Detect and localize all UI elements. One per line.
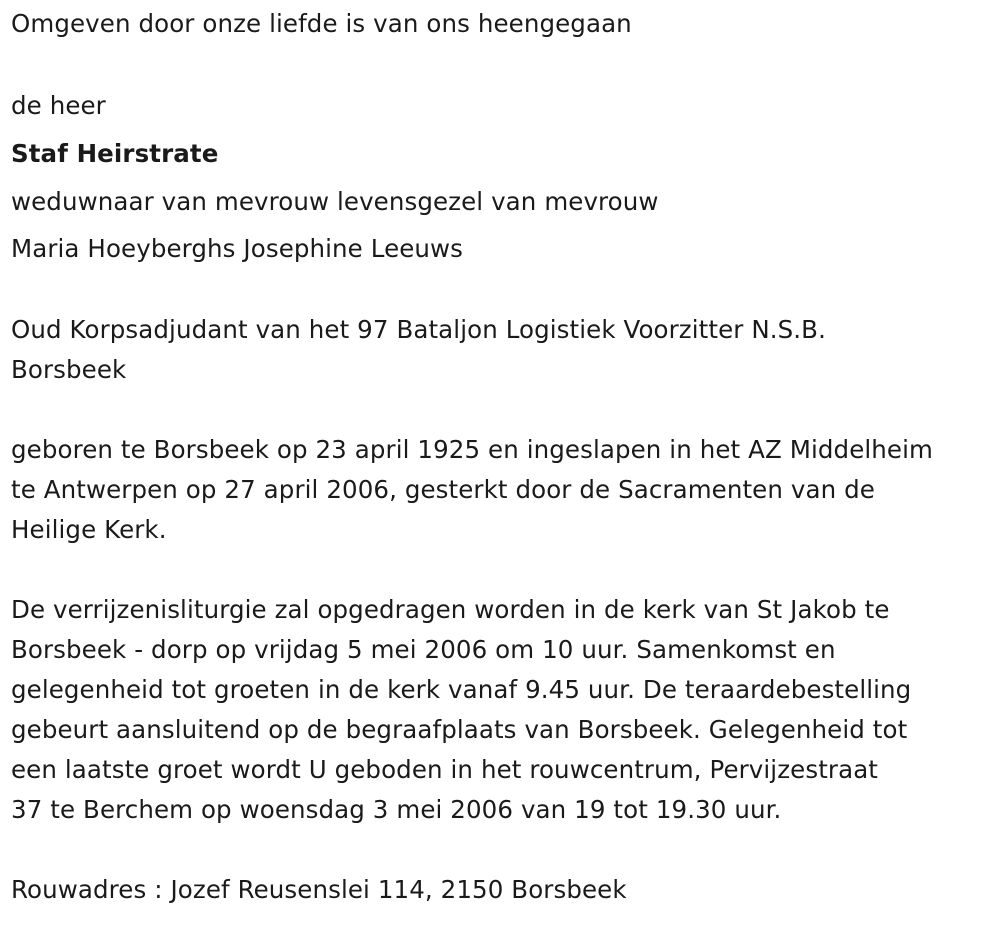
paragraph-line: Borsbeek — [11, 355, 127, 384]
relations-line: weduwnaar van mevrouw levensgezel van mevrouw — [11, 187, 659, 216]
deceased-name: Staf Heirstrate — [11, 139, 219, 168]
paragraph-line: Oud Korpsadjudant van het 97 Bataljon Logistiek Voorzitter N.S.B. — [11, 315, 826, 344]
intro-text: Omgeven door onze liefde is van ons heengegaan — [11, 9, 632, 38]
paragraph-line: gelegenheid tot groeten in de kerk vanaf 9.45 uur. De teraardebestelling — [11, 675, 912, 704]
mourning-address: Rouwadres : Jozef Reusenslei 114, 2150 Borsbeek — [11, 875, 627, 904]
salutation: de heer — [11, 91, 106, 120]
paragraph-line: een laatste groet wordt U geboden in het rouwcentrum, Pervijzestraat — [11, 755, 879, 784]
paragraph-line: te Antwerpen op 27 april 2006, gesterkt door de Sacramenten van de — [11, 475, 875, 504]
paragraph-line: geboren te Borsbeek op 23 april 1925 en ingeslapen in het AZ Middelheim — [11, 435, 933, 464]
paragraph-line: Borsbeek - dorp op vrijdag 5 mei 2006 om 10 uur. Samenkomst en — [11, 635, 836, 664]
partners-line: Maria Hoeyberghs Josephine Leeuws — [11, 234, 464, 263]
paragraph-line: gebeurt aansluitend op de begraafplaats van Borsbeek. Gelegenheid tot — [11, 715, 908, 744]
paragraph-line: 37 te Berchem op woensdag 3 mei 2006 van 19 tot 19.30 uur. — [11, 795, 782, 824]
paragraph-line: De verrijzenisliturgie zal opgedragen worden in de kerk van St Jakob te — [11, 595, 890, 624]
paragraph-line: Heilige Kerk. — [11, 515, 167, 544]
